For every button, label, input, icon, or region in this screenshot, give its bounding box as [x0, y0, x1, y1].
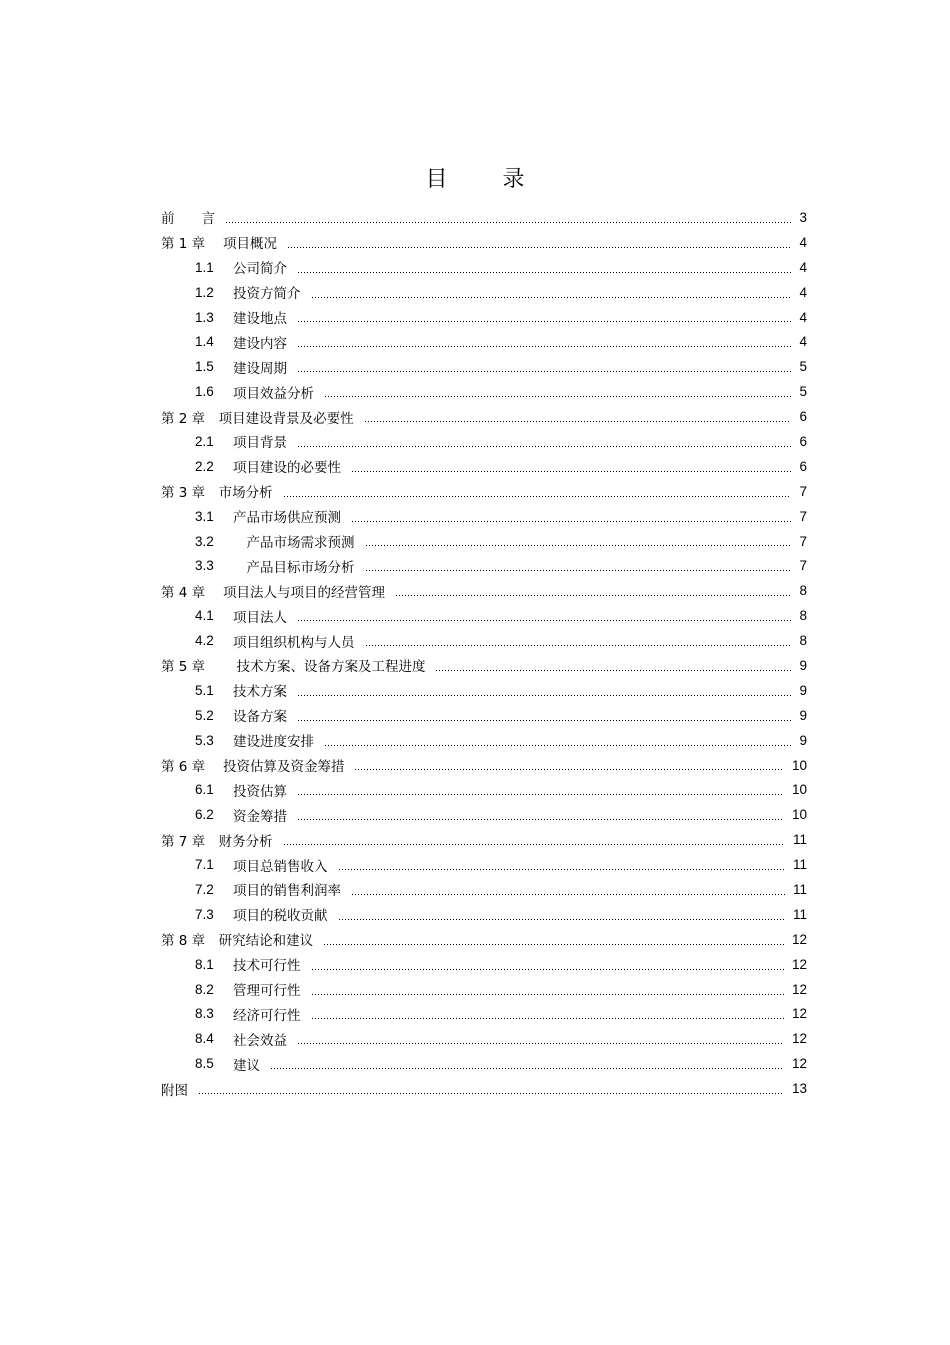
toc-entry-label	[195, 855, 328, 875]
toc-subsection-entry[interactable]	[161, 379, 807, 404]
toc-subsection-entry[interactable]	[161, 802, 807, 827]
toc-dot-leader	[297, 612, 791, 622]
toc-entry-number: 1.4	[195, 334, 214, 350]
toc-entry-text: 项目效益分析	[233, 385, 314, 402]
toc-dot-leader	[311, 986, 784, 996]
toc-entry-text: 资金筹措	[233, 808, 287, 825]
toc-page-number: 8	[799, 608, 807, 624]
toc-entry-number: 8.1	[195, 956, 214, 972]
toc-subsection-entry[interactable]	[161, 529, 807, 554]
toc-entry-label	[161, 407, 354, 427]
toc-page-number: 11	[792, 906, 807, 922]
toc-subsection-entry[interactable]	[161, 728, 807, 753]
toc-page-number: 4	[799, 334, 807, 350]
toc-entry-text: 建设进度安排	[233, 734, 314, 751]
toc-entry-number: 4.2	[195, 633, 214, 649]
toc-entry-text: 项目的销售利润率	[233, 883, 341, 900]
toc-entry-label	[195, 680, 287, 700]
toc-entry-label	[195, 556, 355, 576]
toc-page-number: 7	[799, 558, 807, 574]
toc-list	[161, 205, 807, 1101]
toc-entry-number: 1.5	[195, 359, 214, 375]
toc-page-number: 8	[799, 633, 807, 649]
toc-entry-label	[195, 357, 287, 377]
toc-entry-number: 6.2	[195, 807, 214, 823]
toc-entry-number: 1.6	[195, 384, 214, 400]
toc-entry-label	[195, 954, 301, 974]
toc-page-number: 4	[799, 309, 807, 325]
toc-dot-leader	[297, 363, 791, 373]
toc-page-number: 12	[791, 931, 807, 947]
toc-subsection-entry[interactable]	[161, 1051, 807, 1076]
toc-entry-text: 项目总销售收入	[233, 858, 328, 875]
toc-entry-number: 3.1	[195, 508, 214, 524]
toc-page-number: 12	[791, 1031, 807, 1047]
toc-entry-label	[195, 879, 341, 899]
toc-subsection-entry[interactable]	[161, 305, 807, 330]
toc-subsection-entry[interactable]	[161, 1002, 807, 1027]
toc-subsection-entry[interactable]	[161, 703, 807, 728]
toc-dot-leader	[324, 737, 791, 747]
toc-dot-leader	[323, 936, 784, 946]
toc-entry-text: 经济可行性	[233, 1007, 301, 1024]
toc-entry-number: 3.3	[195, 558, 214, 574]
toc-dot-leader	[297, 264, 791, 274]
toc-entry-label	[195, 307, 287, 327]
toc-entry-text: 第 7 章 财务分析	[161, 833, 273, 850]
toc-entry-text: 附图	[161, 1082, 188, 1099]
toc-subsection-entry[interactable]	[161, 902, 807, 927]
toc-entry-text: 建设地点	[233, 311, 287, 327]
toc-entry-number: 8.5	[195, 1056, 214, 1072]
toc-entry-number: 8.3	[195, 1006, 214, 1022]
toc-entry-label	[161, 1079, 188, 1099]
toc-dot-leader	[297, 712, 791, 722]
toc-entry-label	[195, 332, 287, 352]
toc-entry-label	[195, 257, 287, 277]
toc-entry-number: 4.1	[195, 608, 214, 624]
toc-entry-text: 建议	[233, 1057, 260, 1074]
toc-dot-leader	[297, 338, 791, 348]
toc-dot-leader	[365, 562, 792, 572]
toc-entry-label	[195, 531, 355, 551]
toc-dot-leader	[297, 313, 791, 323]
toc-entry-text: 产品市场供应预测	[233, 510, 341, 527]
toc-page-number: 4	[799, 284, 807, 300]
toc-subsection-entry[interactable]	[161, 952, 807, 977]
toc-subsection-entry[interactable]	[161, 877, 807, 902]
toc-dot-leader	[297, 687, 791, 697]
toc-dot-leader	[283, 488, 791, 498]
toc-entry-label	[161, 655, 425, 675]
toc-entry-text: 第 4 章 项目法人与项目的经营管理	[161, 584, 385, 601]
toc-entry-label	[195, 456, 341, 476]
toc-entry-label	[195, 282, 301, 302]
toc-chapter-entry[interactable]	[161, 927, 807, 952]
toc-entry-text: 技术方案	[233, 684, 287, 701]
toc-entry-label	[195, 780, 287, 800]
toc-entry-label	[195, 730, 314, 750]
toc-entry-text: 第 6 章 投资估算及资金筹措	[161, 759, 345, 776]
toc-dot-leader	[324, 388, 791, 398]
toc-page-number: 11	[792, 832, 807, 848]
toc-page-number: 6	[799, 433, 807, 449]
toc-entry-text: 产品目标市场分析	[233, 559, 355, 576]
toc-page-number: 5	[799, 359, 807, 375]
toc-entry-label	[195, 382, 314, 402]
toc-entry-number: 5.3	[195, 732, 214, 748]
toc-page-number: 7	[799, 533, 807, 549]
toc-chapter-entry[interactable]	[161, 479, 807, 504]
toc-dot-leader	[297, 1035, 784, 1045]
toc-subsection-entry[interactable]	[161, 454, 807, 479]
toc-page-number: 4	[799, 259, 807, 275]
toc-dot-leader	[338, 861, 785, 871]
toc-subsection-entry[interactable]	[161, 429, 807, 454]
toc-dot-leader	[365, 537, 792, 547]
toc-entry-text: 第 2 章 项目建设背景及必要性	[161, 410, 354, 427]
toc-page-number: 3	[799, 209, 807, 225]
toc-entry-number: 2.1	[195, 433, 214, 449]
toc-entry-label	[161, 481, 273, 501]
toc-dot-leader	[351, 886, 785, 896]
toc-entry-number: 5.2	[195, 707, 214, 723]
toc-entry-label	[161, 755, 344, 775]
toc-entry-text: 第 1 章 项目概况	[161, 236, 277, 253]
toc-dot-leader	[351, 463, 791, 473]
toc-dot-leader	[365, 637, 792, 647]
toc-dot-leader	[364, 413, 791, 423]
toc-subsection-entry[interactable]	[161, 628, 807, 653]
toc-page-number: 11	[792, 857, 807, 873]
toc-dot-leader	[354, 761, 784, 771]
toc-entry-text: 第 8 章 研究结论和建议	[161, 933, 314, 950]
toc-subsection-entry[interactable]	[161, 777, 807, 802]
toc-page-number: 12	[791, 1006, 807, 1022]
toc-entry-number: 7.2	[195, 881, 214, 897]
toc-page-number: 10	[791, 782, 807, 798]
toc-chapter-entry[interactable]	[161, 827, 807, 852]
toc-entry-label	[161, 929, 313, 949]
toc-page-number: 9	[799, 657, 807, 673]
toc-subsection-entry[interactable]	[161, 1026, 807, 1051]
toc-entry-text: 产品市场需求预测	[233, 535, 355, 552]
toc-entry-label	[195, 506, 341, 526]
toc-chapter-entry[interactable]	[161, 578, 807, 603]
toc-entry-label	[195, 705, 287, 725]
toc-entry-text: 第 5 章 技术方案、设备方案及工程进度	[161, 659, 426, 676]
toc-page-number: 12	[791, 956, 807, 972]
toc-dot-leader	[435, 662, 791, 672]
toc-entry-number: 6.1	[195, 782, 214, 798]
toc-entry-label	[195, 1029, 287, 1049]
toc-subsection-entry[interactable]	[161, 255, 807, 280]
toc-page-number: 9	[799, 707, 807, 723]
toc-dot-leader	[287, 239, 791, 249]
toc-page-number: 11	[792, 881, 807, 897]
toc-entry-text: 项目建设的必要性	[233, 460, 341, 477]
toc-dot-leader	[198, 1085, 784, 1095]
toc-subsection-entry[interactable]	[161, 852, 807, 877]
toc-page-number: 12	[791, 981, 807, 997]
toc-subsection-entry[interactable]	[161, 603, 807, 628]
toc-dot-leader	[270, 1060, 784, 1070]
toc-dot-leader	[297, 786, 784, 796]
toc-dot-leader	[283, 836, 785, 846]
toc-chapter-entry[interactable]	[161, 753, 807, 778]
toc-entry-text: 技术可行性	[233, 958, 301, 975]
toc-entry-text: 社会效益	[233, 1032, 287, 1049]
toc-entry-label	[161, 581, 385, 601]
toc-page-number: 13	[791, 1081, 807, 1097]
toc-entry-number: 7.3	[195, 906, 214, 922]
toc-dot-leader	[338, 911, 785, 921]
toc-entry-number: 8.2	[195, 981, 214, 997]
toc-subsection-entry[interactable]	[161, 678, 807, 703]
toc-page-number: 6	[799, 458, 807, 474]
toc-subsection-entry[interactable]	[161, 553, 807, 578]
toc-page-number: 10	[791, 807, 807, 823]
toc-entry-label	[195, 431, 287, 451]
toc-subsection-entry[interactable]	[161, 977, 807, 1002]
toc-entry-text: 管理可行性	[233, 983, 301, 1000]
toc-dot-leader	[311, 961, 784, 971]
toc-entry-number: 8.4	[195, 1031, 214, 1047]
toc-entry-label	[195, 805, 287, 825]
toc-entry-text: 设备方案	[233, 709, 287, 726]
toc-entry-number: 7.1	[195, 857, 214, 873]
toc-page-number: 10	[791, 757, 807, 773]
toc-page-number: 7	[799, 483, 807, 499]
toc-title: 目 录	[425, 167, 549, 192]
toc-dot-leader	[395, 587, 791, 597]
toc-entry-label	[195, 1054, 260, 1074]
toc-page-number: 7	[799, 508, 807, 524]
toc-entry-text: 前 言	[161, 211, 215, 228]
toc-entry-label	[161, 232, 277, 252]
toc-subsection-entry[interactable]	[161, 504, 807, 529]
toc-subsection-entry[interactable]	[161, 354, 807, 379]
toc-entry-number: 1.1	[195, 259, 214, 275]
toc-page-number: 9	[799, 732, 807, 748]
toc-entry-text: 投资方简介	[233, 286, 301, 303]
toc-entry-number: 2.2	[195, 458, 214, 474]
toc-entry-label	[195, 606, 287, 626]
toc-chapter-entry[interactable]	[161, 1076, 807, 1101]
toc-entry-text: 项目法人	[233, 609, 287, 626]
toc-entry-number: 3.2	[195, 533, 214, 549]
toc-entry-text: 建设内容	[233, 335, 287, 352]
toc-dot-leader	[311, 1010, 784, 1020]
toc-page-number: 6	[799, 409, 807, 425]
toc-chapter-entry[interactable]	[161, 230, 807, 255]
toc-entry-number: 1.2	[195, 284, 214, 300]
toc-dot-leader	[311, 289, 792, 299]
toc-entry-number: 5.1	[195, 682, 214, 698]
toc-entry-label	[161, 830, 273, 850]
toc-entry-label	[195, 631, 355, 651]
toc-entry-label	[195, 904, 328, 924]
toc-entry-text: 项目背景	[233, 435, 287, 452]
toc-entry-label	[161, 207, 215, 227]
toc-dot-leader	[297, 438, 791, 448]
toc-entry-label	[195, 979, 301, 999]
toc-chapter-entry[interactable]	[161, 404, 807, 429]
toc-entry-text: 第 3 章 市场分析	[161, 485, 273, 502]
toc-entry-number: 1.3	[195, 309, 214, 325]
toc-page-number: 9	[799, 682, 807, 698]
toc-entry-text: 建设周期	[233, 360, 287, 377]
toc-chapter-entry[interactable]	[161, 653, 807, 678]
toc-entry-text: 投资估算	[233, 783, 287, 800]
toc-page-number: 4	[799, 234, 807, 250]
toc-entry-text: 公司简介	[233, 261, 287, 278]
toc-subsection-entry[interactable]	[161, 280, 807, 305]
toc-dot-leader	[225, 214, 791, 224]
toc-chapter-entry[interactable]	[161, 205, 807, 230]
toc-subsection-entry[interactable]	[161, 329, 807, 354]
toc-entry-label	[195, 1004, 301, 1024]
toc-dot-leader	[297, 811, 784, 821]
toc-page-number: 12	[791, 1056, 807, 1072]
toc-entry-text: 项目的税收贡献	[233, 908, 328, 925]
toc-page-number: 5	[799, 384, 807, 400]
toc-dot-leader	[351, 513, 791, 523]
toc-entry-text: 项目组织机构与人员	[233, 634, 355, 651]
toc-page-number: 8	[799, 583, 807, 599]
